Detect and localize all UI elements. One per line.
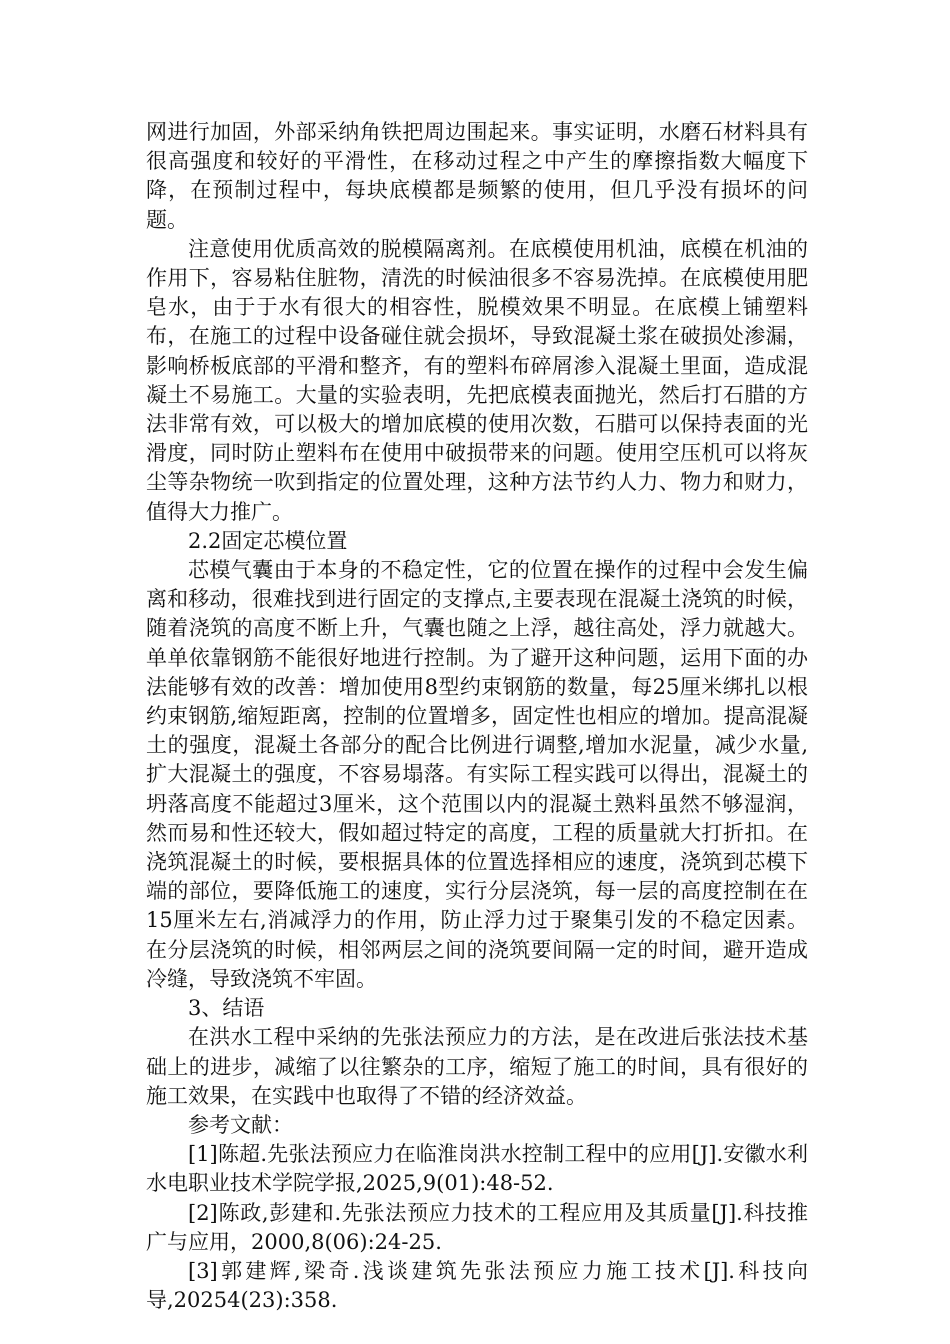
section-heading-conclusion: 3、结语 xyxy=(188,996,265,1021)
references-heading: 参考文献： xyxy=(188,1112,293,1137)
body-paragraph-conclusion: 在洪水工程中采纳的先张法预应力的方法，是在改进后张法技术基础上的进步，减缩了以往繁杂的工序，缩短了施工的时间，具有很好的施工效果，在实践中也取得了不错的经济效益。 xyxy=(146,1025,808,1108)
body-paragraph-release-agent: 注意使用优质高效的脱模隔离剂。在底模使用机油，底模在机油的作用下，容易粘住脏物，清洗的时候油很多不容易洗掉。在底模使用肥皂水，由于于水有很大的相容性，脱模效果不明显。在底模上铺塑料布，在施工的过程中设备碰住就会损坏，导致混凝土浆在破损处渗漏，影响桥板底部的平滑和整齐，有的塑料布碎屑渗入混凝土里面，造成混凝土不易施工。大量的实验表明，先把底模表面抛光，然后打石腊的方法非常有效，可以极大的增加底模的使用次数，石腊可以保持表面的光滑度，同时防止塑料布在使用中破损带来的问题。使用空压机可以将灰尘等杂物统一吹到指定的位置处理，这种方法节约人力、物力和财力，值得大力推广。 xyxy=(146,236,808,524)
document-page xyxy=(146,118,808,1315)
reference-item-1: [1]陈超.先张法预应力在临淮岗洪水控制工程中的应用[J].安徽水利水电职业技术学院学报,2025,9(01):48-52. xyxy=(146,1142,808,1196)
section-heading-2-2: 2.2固定芯模位置 xyxy=(188,528,348,553)
body-paragraph-continued: 网进行加固，外部采纳角铁把周边围起来。事实证明，水磨石材料具有很高强度和较好的平滑性，在移动过程之中产生的摩擦指数大幅度下降，在预制过程中，每块底模都是频繁的使用，但几乎没有损坏的问题。 xyxy=(146,120,808,232)
body-paragraph-core-mold: 芯模气囊由于本身的不稳定性，它的位置在操作的过程中会发生偏离和移动，很难找到进行固定的支撑点,主要表现在混凝土浇筑的时候，随着浇筑的高度不断上升，气囊也随之上浮，越往高处，浮力就越大。单单依靠钢筋不能很好地进行控制。为了避开这种问题，运用下面的办法能够有效的改善：增加使用8型约束钢筋的数量，每25厘米绑扎以根约束钢筋,缩短距离，控制的位置增多，固定性也相应的增加。提高混凝土的强度，混凝土各部分的配合比例进行调整,增加水泥量，减少水量,扩大混凝土的强度，不容易塌落。有实际工程实践可以得出，混凝土的坍落高度不能超过3厘米，这个范围以内的混凝土熟料虽然不够湿润，然而易和性还较大，假如超过特定的高度，工程的质量就大打折扣。在浇筑混凝土的时候，要根据具体的位置选择相应的速度，浇筑到芯模下端的部位，要降低施工的速度，实行分层浇筑，每一层的高度控制在在15厘米左右,消减浮力的作用，防止浮力过于聚集引发的不稳定因素。在分层浇筑的时候，相邻两层之间的浇筑要间隔一定的时间，避开造成冷缝，导致浇筑不牢固。 xyxy=(146,558,808,991)
reference-item-2: [2]陈政,彭建和.先张法预应力技术的工程应用及其质量[J].科技推广与应用，2000,8(06):24-25. xyxy=(146,1200,808,1254)
reference-item-3: [3]郭建辉,梁奇.浅谈建筑先张法预应力施工技术[J].科技向导,20254(23):358. xyxy=(146,1258,808,1313)
